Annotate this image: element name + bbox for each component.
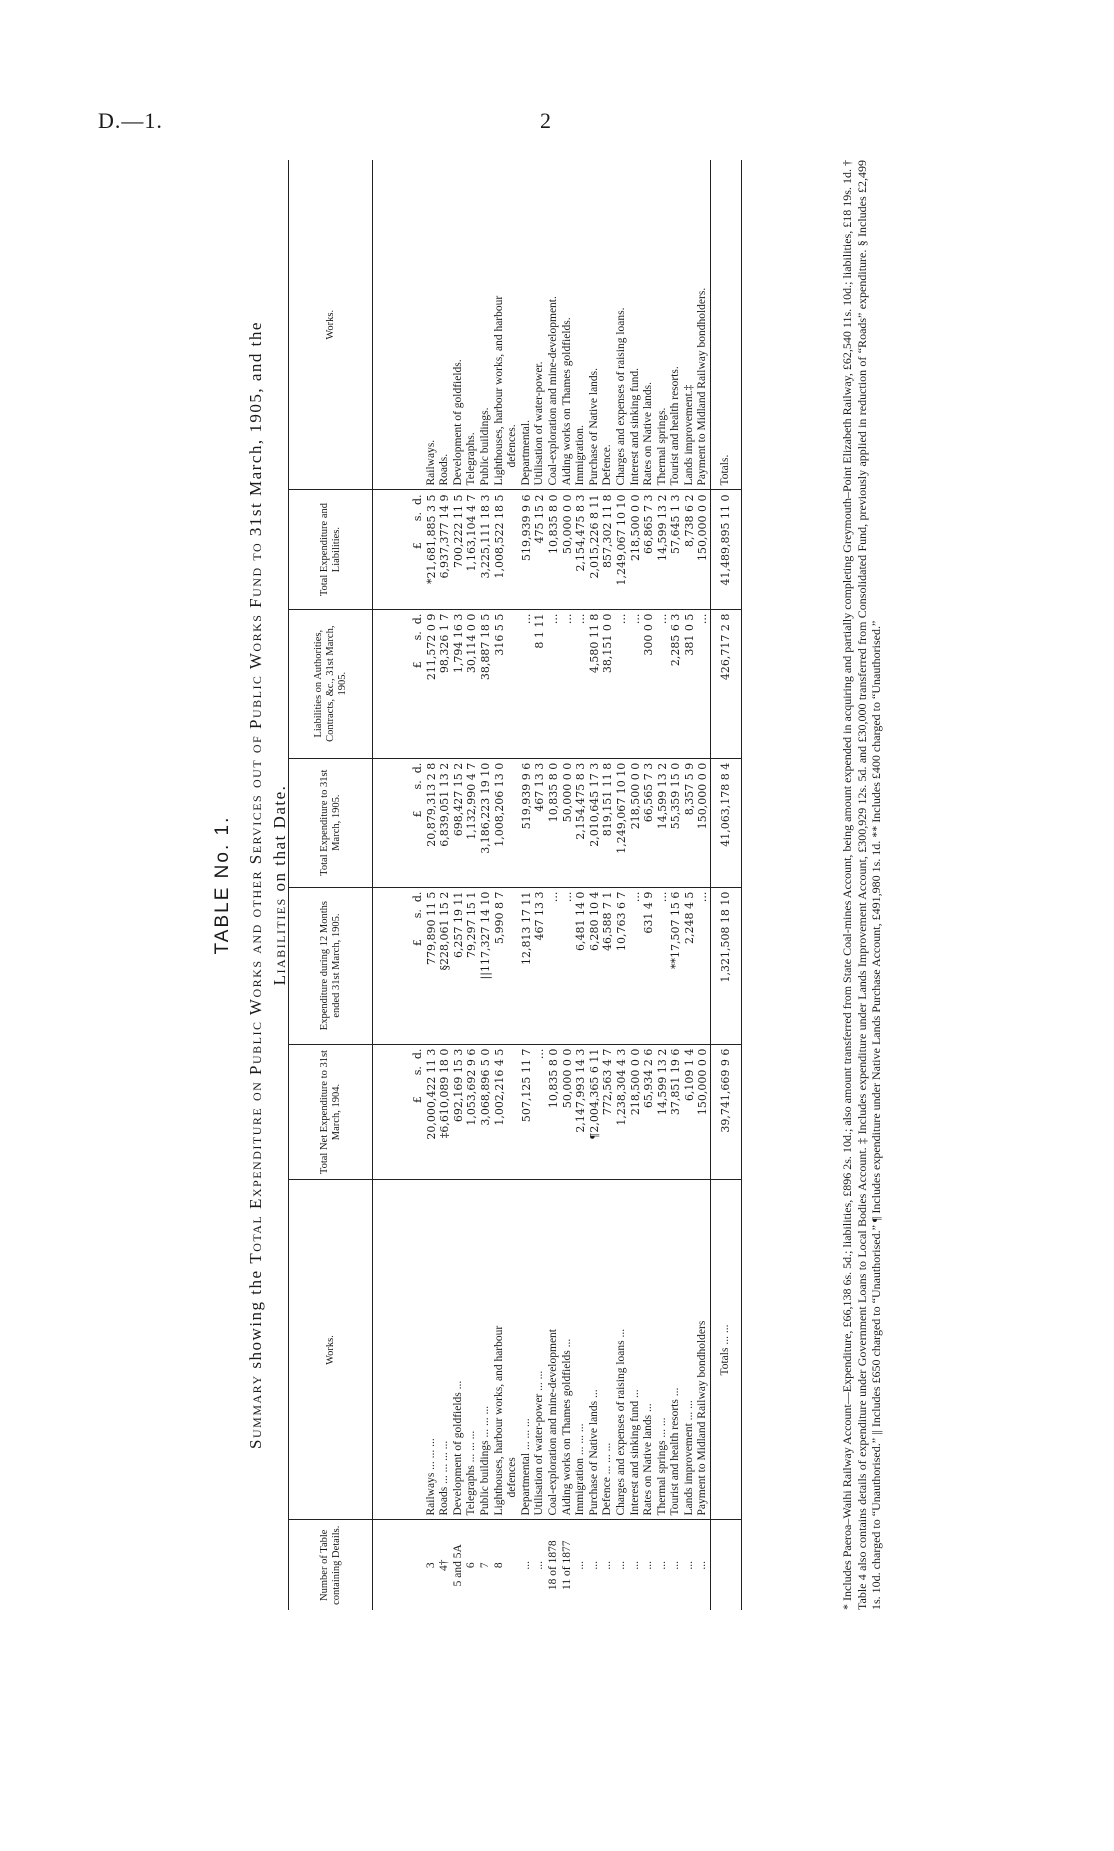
row-table-number: 7 [478,1562,491,1569]
row-net-expenditure: ... [533,1044,547,1180]
row-liabilities: ... [696,609,710,758]
row-net-expenditure: 772,563 4 7 [601,1044,615,1180]
row-total-expenditure: 2,010,645 17 3 [588,758,602,887]
row-liabilities: ... [547,609,561,758]
row-liabilities: 38,151 0 0 [601,609,615,758]
col-net-header: Total Net Expenditure to 31st March, 1904. [289,1044,373,1180]
row-works: defences [506,1180,520,1520]
row-during-12-months: ... [656,887,670,1044]
row-total-expenditure [506,758,520,887]
table-row [669,160,683,1610]
row-during-12-months: 6,481 14 0 [574,887,588,1044]
row-total-and-liabilities: 66,865 7 3 [642,490,656,609]
table-row [656,160,670,1610]
row-total-and-liabilities: 1,163,104 4 7 [465,490,479,609]
row-during-12-months: 2,248 4 5 [683,887,697,1044]
row-total-expenditure: 55,359 15 0 [669,758,683,887]
table-row [425,160,439,1610]
row-liabilities: 4,580 11 8 [588,609,602,758]
row-works-right: Defence. [601,160,615,490]
row-total-and-liabilities: 57,645 1 3 [669,490,683,609]
row-works: Aiding works on Thames goldfields ... [561,1180,575,1520]
row-total-expenditure: 519,939 9 6 [520,758,534,887]
row-table-number: ... [669,1560,682,1570]
row-total-expenditure: 1,008,206 13 0 [493,758,507,887]
table-row [520,160,534,1610]
row-table-number: ... [696,1560,709,1570]
row-net-expenditure: 50,000 0 0 [561,1044,575,1180]
row-works: Charges and expenses of raising loans ... [615,1180,629,1520]
row-total-expenditure: 8,357 5 9 [683,758,697,887]
footnotes [840,160,884,1610]
totals-net: 39,741,669 9 6 [711,1044,742,1180]
row-works: Development of goldfields ... [452,1180,466,1520]
row-table-number: ... [533,1560,546,1570]
table-row [452,160,466,1610]
row-during-12-months: ... [696,887,710,1044]
row-liabilities: 211,572 0 9 [425,609,439,758]
row-total-and-liabilities: 3,225,111 18 3 [479,490,493,609]
row-during-12-months: **17,507 15 6 [669,887,683,1044]
row-total-and-liabilities: 1,008,522 18 5 [493,490,507,609]
table-row [533,160,547,1610]
totals-liab: 426,717 2 8 [711,609,742,758]
row-net-expenditure: 20,000,422 11 3 [425,1044,439,1180]
row-during-12-months: 467 13 3 [533,887,547,1044]
row-total-and-liabilities: 2,015,226 8 11 [588,490,602,609]
units-total-liab: £ s. d. [373,490,425,609]
table-row [601,160,615,1610]
row-works-right: Departmental. [520,160,534,490]
row-works: Lands improvement ... ... [683,1180,697,1520]
row-net-expenditure: 3,068,896 5 0 [479,1044,493,1180]
row-total-expenditure: 6,839,051 13 2 [438,758,452,887]
row-net-expenditure: 1,238,304 4 3 [615,1044,629,1180]
row-net-expenditure: ¶2,004,365 6 11 [588,1044,602,1180]
row-works: Public buildings ... ... ... [479,1180,493,1520]
row-total-and-liabilities: 475 15 2 [533,490,547,609]
col-number-header: Number of Table containing Details. [289,1520,373,1610]
row-works-right: Railways. [425,160,439,490]
summary-table [288,160,742,1610]
row-liabilities: ... [629,609,643,758]
row-total-and-liabilities: 10,835 8 0 [547,490,561,609]
row-total-expenditure: 10,835 8 0 [547,758,561,887]
row-table-number: ... [587,1560,600,1570]
row-table-number: ... [601,1560,614,1570]
row-during-12-months: 6,257 19 11 [452,887,466,1044]
row-works-right: Roads. [438,160,452,490]
row-net-expenditure: 37,851 19 6 [669,1044,683,1180]
row-table-number: 8 [492,1562,505,1569]
row-total-expenditure: 467 13 3 [533,758,547,887]
row-during-12-months [506,887,520,1044]
row-works-right: Coal-exploration and mine-development. [547,160,561,490]
row-net-expenditure: 2,147,993 14 3 [574,1044,588,1180]
row-works-right: Development of goldfields. [452,160,466,490]
row-liabilities: 98,326 1 7 [438,609,452,758]
table-row [642,160,656,1610]
units-during: £ s. d. [373,887,425,1044]
row-works-right: Utilisation of water-power. [533,160,547,490]
row-total-and-liabilities: 218,500 0 0 [629,490,643,609]
row-table-number: ... [574,1560,587,1570]
units-liab: £ s. d. [373,609,425,758]
col-liab-header: Liabilities on Authorities, Contracts, &c., 31st March, 1905. [289,609,373,758]
table-row [683,160,697,1610]
row-table-number: ... [614,1560,627,1570]
table-row [629,160,643,1610]
row-total-and-liabilities: 1,249,067 10 10 [615,490,629,609]
row-table-number: 11 of 1877 [560,1540,573,1590]
row-works-right: Interest and sinking fund. [629,160,643,490]
table-row [696,160,710,1610]
row-works-right: Immigration. [574,160,588,490]
row-net-expenditure: 218,500 0 0 [629,1044,643,1180]
summary-line1-sc: Total Expenditure on Public Works and other Services out of Public Works Fund to [246,541,265,1264]
totals-during: 1,321,508 18 10 [711,887,742,1044]
row-liabilities: 38,887 18 5 [479,609,493,758]
row-net-expenditure: 507,125 11 7 [520,1044,534,1180]
row-total-and-liabilities: 150,000 0 0 [696,490,710,609]
row-during-12-months: ... [629,887,643,1044]
row-works-right: Aiding works on Thames goldfields. [561,160,575,490]
row-net-expenditure: 1,002,216 4 5 [493,1044,507,1180]
row-total-expenditure: 2,154,475 8 3 [574,758,588,887]
row-works-right: Purchase of Native lands. [588,160,602,490]
row-table-number [506,1520,520,1610]
row-works: Thermal springs ... ... [656,1180,670,1520]
row-total-expenditure: 150,000 0 0 [696,758,710,887]
row-works-right: Charges and expenses of raising loans. [615,160,629,490]
table-row [479,160,493,1610]
row-total-expenditure: 3,186,223 19 10 [479,758,493,887]
row-liabilities: 2,285 6 3 [669,609,683,758]
table-row [465,160,479,1610]
row-works: Purchase of Native lands ... [588,1180,602,1520]
units-row [373,160,425,1610]
units-total: £ s. d. [373,758,425,887]
row-during-12-months: 12,813 17 11 [520,887,534,1044]
row-liabilities: ... [520,609,534,758]
table-row [561,160,575,1610]
row-works: Lighthouses, harbour works, and harbour [493,1180,507,1520]
row-net-expenditure: 692,169 15 3 [452,1044,466,1180]
row-net-expenditure: 14,599 13 2 [656,1044,670,1180]
col-total-header: Total Expenditure to 31st March, 1905. [289,758,373,887]
row-net-expenditure [506,1044,520,1180]
row-liabilities: ... [656,609,670,758]
row-total-and-liabilities: 14,599 13 2 [656,490,670,609]
table-row [615,160,629,1610]
summary-line2-sc: Liabilities [270,897,289,986]
row-during-12-months: §228,061 15 2 [438,887,452,1044]
document-reference: D.—1. [98,108,163,133]
row-during-12-months: 6,280 10 4 [588,887,602,1044]
row-table-number: ... [628,1560,641,1570]
row-works: Utilisation of water-power ... ... [533,1180,547,1520]
row-liabilities: 8 1 11 [533,609,547,758]
row-during-12-months: ... [561,887,575,1044]
row-total-and-liabilities: 50,000 0 0 [561,490,575,609]
row-table-number: 4† [438,1559,451,1571]
table-row [506,160,520,1610]
row-total-expenditure: 819,151 11 8 [601,758,615,887]
table-row [574,160,588,1610]
table-row [547,160,561,1610]
row-works: Tourist and health resorts ... [669,1180,683,1520]
row-works-right: Thermal springs. [656,160,670,490]
col-during-header: Expenditure during 12 Months ended 31st March, 1905. [289,887,373,1044]
table-body [373,160,711,1610]
row-works: Defence ... ... ... [601,1180,615,1520]
row-works: Rates on Native lands ... [642,1180,656,1520]
row-works: Interest and sinking fund ... [629,1180,643,1520]
row-total-expenditure: 50,000 0 0 [561,758,575,887]
row-liabilities: ... [615,609,629,758]
row-works-right: Rates on Native lands. [642,160,656,490]
row-table-number: ... [519,1560,532,1570]
summary-line2: on that Date. [270,784,289,892]
row-table-number: ... [655,1560,668,1570]
row-works: Departmental ... ... ... [520,1180,534,1520]
row-during-12-months: ||117,327 14 10 [479,887,493,1044]
totals-total: 41,063,178 8 4 [711,758,742,887]
row-table-number: ... [682,1560,695,1570]
row-total-and-liabilities: 700,222 11 5 [452,490,466,609]
row-table-number: 18 of 1878 [546,1540,559,1591]
row-liabilities: 381 0 5 [683,609,697,758]
row-total-and-liabilities: *21,681,885 3 5 [425,490,439,609]
row-table-number: 5 and 5A [451,1544,464,1587]
row-total-expenditure: 66,565 7 3 [642,758,656,887]
row-total-expenditure: 20,879,313 2 8 [425,758,439,887]
row-works: Roads ... ... ... ... [438,1180,452,1520]
summary-date: 31st March, 1905, and the [246,321,265,537]
row-total-expenditure: 1,132,990 4 7 [465,758,479,887]
row-during-12-months: ... [547,887,561,1044]
row-works: Payment to Midland Railway bondholders [696,1180,710,1520]
row-net-expenditure: 6,109 1 4 [683,1044,697,1180]
row-total-expenditure: 218,500 0 0 [629,758,643,887]
table-title: TABLE No. 1. [212,815,233,955]
row-table-number: ... [642,1560,655,1570]
row-table-number: 3 [424,1562,437,1569]
summary-line1: showing the [246,1269,265,1369]
summary-lead: Summary [246,1374,265,1449]
row-liabilities: 30,114 0 0 [465,609,479,758]
row-total-and-liabilities: 2,154,475 8 3 [574,490,588,609]
units-net: £ s. d. [373,1044,425,1180]
totals-total-liab: 41,489,895 11 0 [711,490,742,609]
row-works: Immigration ... ... ... [574,1180,588,1520]
row-works-right: Lighthouses, harbour works, and harbour [493,160,507,490]
row-works-right: Public buildings. [479,160,493,490]
col-works2-header: Works. [289,160,373,490]
row-total-expenditure: 698,427 15 2 [452,758,466,887]
row-works: Coal-exploration and mine-development [547,1180,561,1520]
row-net-expenditure: 10,835 8 0 [547,1044,561,1180]
row-liabilities: 1,794 16 3 [452,609,466,758]
totals-label: Totals ... ... [711,1180,742,1520]
row-works-right: defences. [506,160,520,490]
row-total-and-liabilities: 857,302 11 8 [601,490,615,609]
row-net-expenditure: 1,053,692 9 6 [465,1044,479,1180]
col-works-header: Works. [289,1180,373,1520]
row-liabilities [506,609,520,758]
row-total-and-liabilities: 519,939 9 6 [520,490,534,609]
row-total-expenditure: 1,249,067 10 10 [615,758,629,887]
row-works-right: Payment to Midland Railway bondholders. [696,160,710,490]
row-during-12-months: 79,297 15 1 [465,887,479,1044]
row-table-number: 6 [465,1562,478,1569]
table-row [588,160,602,1610]
totals-row [711,160,742,1610]
row-works-right: Tourist and health resorts. [669,160,683,490]
rotated-table-page [212,160,972,1610]
row-works-right: Lands improvement.‡ [683,160,697,490]
col-total-liab-header: Total Expenditure and Liabilities. [289,490,373,609]
row-works: Railways ... ... ... [425,1180,439,1520]
row-total-expenditure: 14,599 13 2 [656,758,670,887]
row-during-12-months: 631 4 9 [642,887,656,1044]
row-total-and-liabilities: 8,738 6 2 [683,490,697,609]
row-during-12-months: 5,990 8 7 [493,887,507,1044]
row-works-right: Telegraphs. [465,160,479,490]
totals-works2: Totals. [711,160,742,490]
row-liabilities: ... [561,609,575,758]
row-liabilities: 300 0 0 [642,609,656,758]
row-during-12-months: 10,763 6 7 [615,887,629,1044]
footnote-text: * Includes Paeroa–Waihi Railway Account—Expenditure, £66,138 6s. 5d.; liabilities, £896 2s. 10d.; also amount transferred from State Coal-mines Account, being amount expended in acquiring and partially completing Greymouth–Point Elizabeth Railway, £62,540 11s. 10d.; liabilities, £18 19s. 1d. † Table 4 also contains details of expenditure under Government Loans to Local Bodies Account. ‡ Includes expenditure under Lands Improvement Account, £300,929 12s. 5d. and £30,000 transferred from Consolidated Fund, previously applied in reduction of “Roads” expenditure. § Includes £2,499 1s. 10d. charged to “Unauthorised.” || Includes £650 charged to “Unauthorised.” ¶ Includes expenditure under Native Lands Purchase Account, £491,980 1s. 1d. ** Includes £400 charged to “Unauthorised.” [840,160,883,1610]
row-net-expenditure: 150,000 0 0 [696,1044,710,1180]
page-number: 2 [540,108,551,133]
row-liabilities: ... [574,609,588,758]
row-works: Telegraphs ... ... ... [465,1180,479,1520]
table-row [493,160,507,1610]
row-total-and-liabilities: 6,937,377 14 9 [438,490,452,609]
row-liabilities: 316 5 5 [493,609,507,758]
row-net-expenditure: 65,934 2 6 [642,1044,656,1180]
row-net-expenditure: ‡6,610,089 18 0 [438,1044,452,1180]
table-summary [244,160,292,1610]
row-during-12-months: 46,588 7 1 [601,887,615,1044]
row-during-12-months: 779,890 11 5 [425,887,439,1044]
row-total-and-liabilities [506,490,520,609]
table-row [438,160,452,1610]
